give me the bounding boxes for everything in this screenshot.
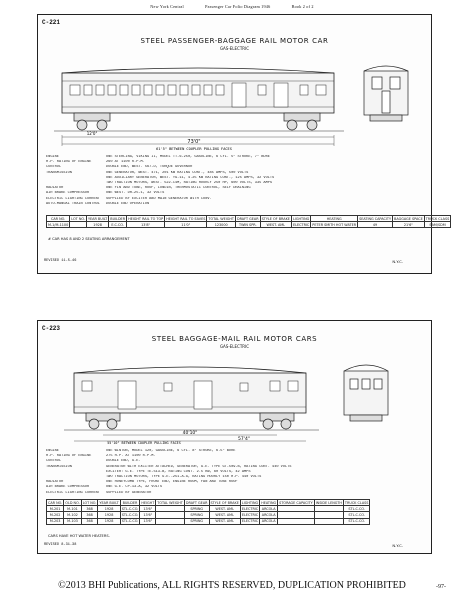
spec-list xyxy=(46,449,424,496)
spec-row: RADIATOR ONE HONEYCOMB TYPE, FRONT END, ENGINE ROOM, FAN AND TUBE ROOF xyxy=(46,480,238,485)
car-trucks xyxy=(86,413,294,429)
spec-row: H.P. RATING OF ENGINE 260 AT 1100 R.P.M. xyxy=(46,160,145,165)
table-row: M-203 M-103 368 1928 STL.C.CO. 13'6" SPRING WEST. AML ELECTRIC ARCOLA STL.C.CO. xyxy=(47,518,370,524)
page-header xyxy=(0,4,464,9)
header-title: Passenger Car Folio Diagram 1946 xyxy=(205,4,271,9)
coupler-dim: 55'10" BETWEEN COUPLER PULLING FACES xyxy=(107,441,181,445)
spec-row: TWO TRACTION MOTORS, WEST. 522-C4M, RATING HOURLY 250 HP, 600 VOLTS, 335 AMPS xyxy=(106,181,273,186)
overall-length-dim: 73'0" xyxy=(187,139,201,145)
spec-row: AIR BRAKE COMPRESSOR ONE WEST. DH-25-1, 32 VOLTS xyxy=(46,191,165,196)
spec-row: H.P. RATING OF ENGINE 275 H.P. AT 1100 R.P.M. xyxy=(46,454,156,459)
car-end-view xyxy=(364,66,408,121)
header-railroad: New York Central xyxy=(150,4,184,9)
table-header-row: CAR NO. OLD NO. LOT NO. YEAR BUILT BUILDER HEIGHT TOTAL WEIGHT DRAFT GEAR STYLE OF BRAKE LIGHTING HEATING STORAGE CAPACITY INSIDE LENGTH TRUCK CLASS xyxy=(48,500,369,505)
table-header-row: CAR NO. LOT NO. YEAR BUILT BUILDER HEIGHT RAIL TO TOP HEIGHT RAIL TO EAVES TOTAL WEIGHT DRAFT GEAR STYLE OF BRAKE LIGHTING HEATING SEATING CAPACITY BAGGAGE SPACE TRUCK CLASS xyxy=(47,216,451,222)
diagram-plate-c223 xyxy=(37,320,432,554)
truck-centers-dim: 40'10" xyxy=(182,431,198,436)
spec-row: TWO TRACTION MOTORS, TYPE G.E.-251-A-G, RATING HOURLY 150 H.P. 440 VOLTS xyxy=(106,475,262,480)
railroad-mark: N.Y.C. xyxy=(392,259,403,264)
spec-row: TRANSMISSION ONE GENERATOR, WEST. 471, 201 KW RATING CONT., 485 AMPS, 500 VOLTS xyxy=(46,170,249,175)
revision-date: REVISED 8-31-38 xyxy=(44,543,77,547)
diagram-plate-c221 xyxy=(37,14,450,274)
page-number: -97- xyxy=(436,584,446,590)
coupler-dim: 61'5" BETWEEN COUPLER PULLING FACES xyxy=(156,147,232,151)
table-row: M-202 M-102 368 1928 STL.C.CO. 13'6" SPRING WEST. AML ELECTRIC ARCOLA STL.C.CO. xyxy=(47,512,370,518)
car-data-table xyxy=(46,215,451,228)
plate-subtitle: GAS-ELECTRIC xyxy=(219,344,250,349)
car-data-table xyxy=(46,499,370,525)
plate-title: STEEL PASSENGER-BAGGAGE RAIL MOTOR CAR xyxy=(140,37,329,45)
spec-row: CONTROL DOUBLE END, WEST. 567-D, TORQUE GOVERNOR xyxy=(46,165,193,170)
spec-row: CONTROL DOUBLE END, G.E. xyxy=(46,459,141,464)
spec-row: AUTO-MANUAL TRAIN CONTROL DOUBLE END OPERATION xyxy=(46,201,150,206)
plate-title: STEEL BAGGAGE-MAIL RAIL MOTOR CARS xyxy=(151,335,318,343)
spec-row: ONE AUXILIARY GENERATOR, WEST. YG-11, 4.25 KW RATING CONT., 125 AMPS, 32 VOLTS xyxy=(106,175,275,180)
spec-row: RADIATOR ONE FIN AND TUBE, ROOF, LUNDIN, THERMOSTATIC CONTROL, SELF DRAINING xyxy=(46,186,251,191)
plate-number: C-221 xyxy=(42,19,61,26)
plate-subtitle: GAS-ELECTRIC xyxy=(219,46,250,51)
truck-dim: 12'0" xyxy=(86,131,98,136)
table-row: M-201 M-101 368 1928 STL.C.CO. 13'6" SPRING WEST. AML ELECTRIC ARCOLA STL.C.CO. xyxy=(47,506,370,512)
spec-list xyxy=(46,155,424,207)
table-note: CARS HAVE HOT WATER HEATERS. xyxy=(48,534,110,538)
spec-row: ELECTRIC LIGHTING CURRENT SUPPLIED BY EXCITER AND MAIN GENERATOR WITH CONV. xyxy=(46,196,212,201)
spec-row: ENGINE ONE STERLING, VIKING II, MODEL TT-6-250, GASOLINE, 6 CYL. 5" STROKE, 7" BORE xyxy=(46,155,270,159)
car-elevation-drawing xyxy=(44,347,424,445)
spec-row: ELECTRIC LIGHTING CURRENT SUPPLIED BY GENERATOR xyxy=(46,490,152,495)
car-end-view xyxy=(344,365,388,421)
header-book: Book 2 of 2 xyxy=(291,4,314,9)
table-note: # CAR HAS 8 AND 2 SEATING ARRANGEMENT xyxy=(48,237,130,241)
spec-row: TRANSMISSION GENERATOR WITH EXCITER ATTACHED, GENERATOR, G.E. TYPE GT-509-B, RATING CONT. 440 VOLTS xyxy=(46,464,292,469)
railroad-mark: N.Y.C. xyxy=(392,543,403,548)
spec-row: EXCITER: G.E. TYPE TE-513-B, RATING CONT. 2.5 KW, 60 VOLTS, 42 AMPS xyxy=(106,469,251,474)
spec-row: AIR BRAKE COMPRESSOR ONE G.E. CP-13-A, 32 VOLTS xyxy=(46,485,163,490)
spec-row: ENGINE ONE WINTON, MODEL 120, GASOLINE, 6 CYL. 8" STROKE, 6.5" BORE xyxy=(46,449,236,453)
car-elevation-drawing xyxy=(44,51,424,151)
car-trucks xyxy=(74,113,320,130)
table-row: M-1/M-1100 1928 E.C.CO. 13'8" 11'0" 123000 TWIN SPR. WEST. AML ELECTRIC PETER SMITH HOT WATER 49 21'6" SAM/SDM xyxy=(47,222,451,228)
overall-length-dim: 57'4" xyxy=(238,437,250,442)
copyright-footer: ©2013 BHI Publications, ALL RIGHTS RESERVED, DUPLICATION PROHIBITED xyxy=(58,580,406,591)
revision-date: REVISED 11-5-46 xyxy=(44,259,77,263)
plate-number: C-223 xyxy=(42,325,61,332)
